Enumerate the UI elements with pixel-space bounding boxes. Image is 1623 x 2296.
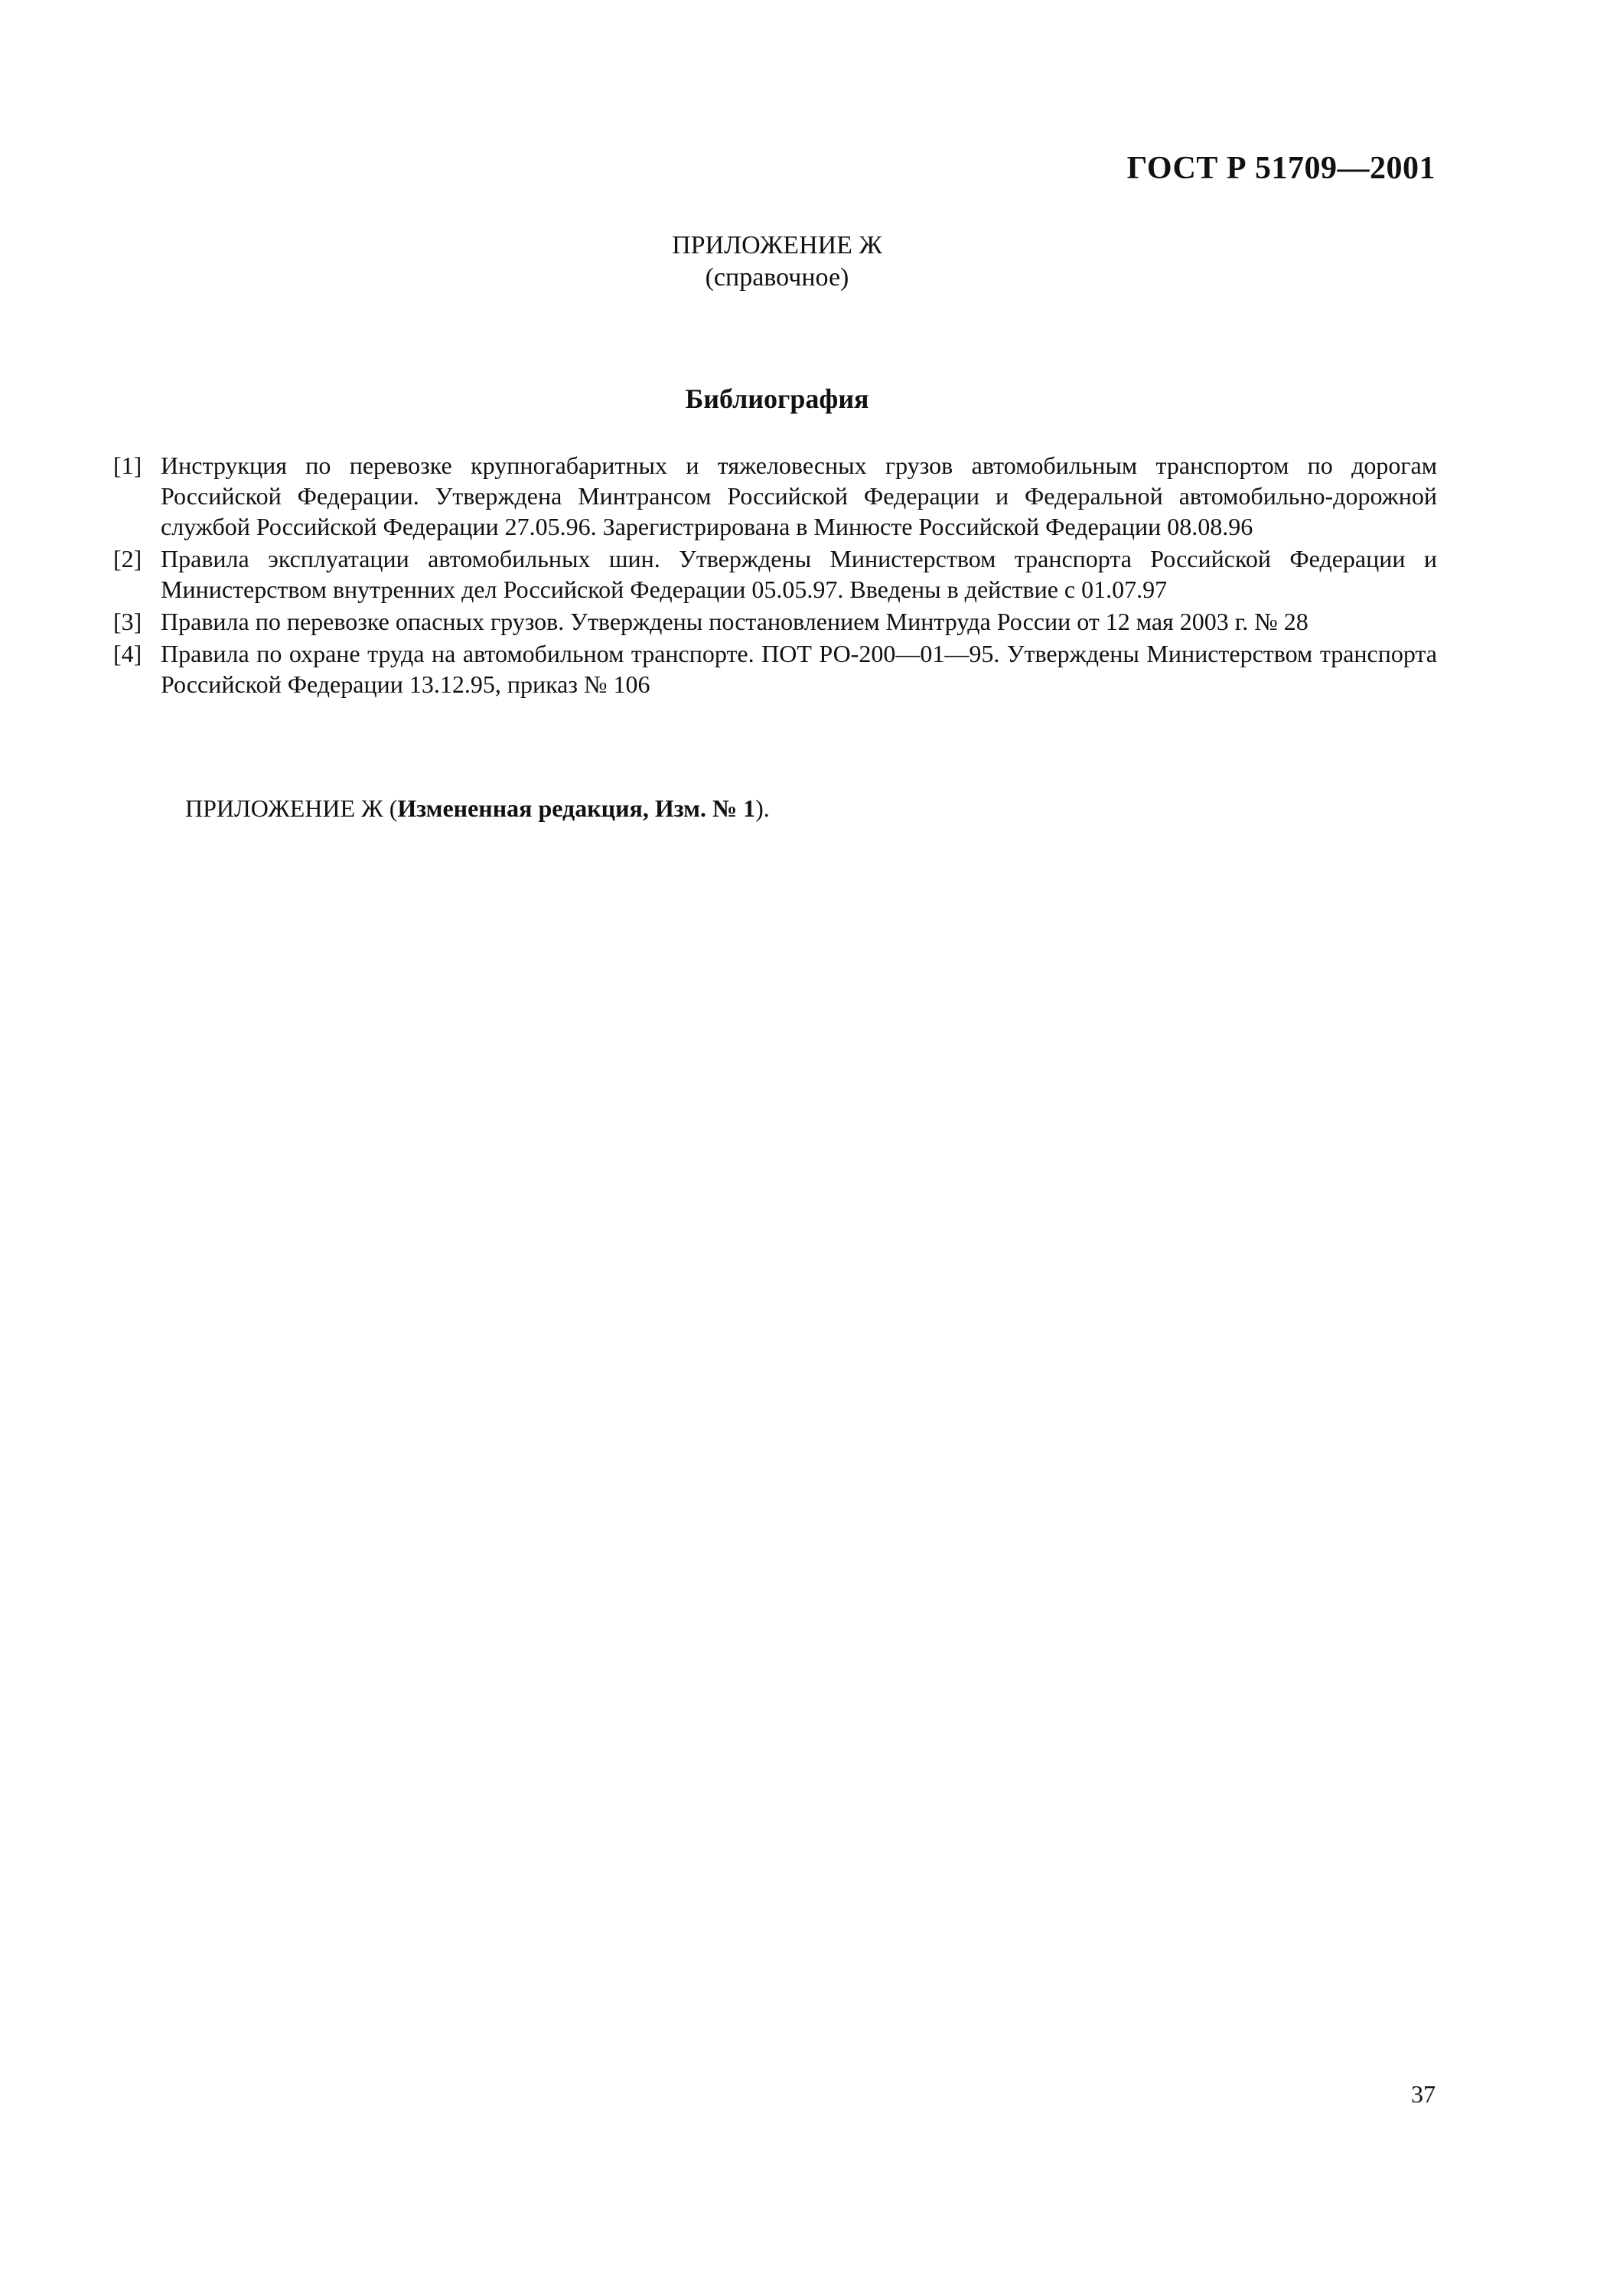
amendment-open-paren: ( [383, 794, 398, 822]
bibliography-item [113, 543, 1437, 605]
reference-text: Правила по перевозке опасных грузов. Утверждены постановлением Минтруда России от 12 мая 2003 г. № 28 [161, 608, 1309, 635]
amendment-close-paren: ) [755, 794, 764, 822]
amendment-suffix: . [763, 794, 770, 822]
appendix-subtitle: (справочное) [705, 263, 849, 292]
reference-text: Инструкция по перевозке крупногабаритных и тяжеловесных грузов автомобильным транспортом по дорогам Российской Федерации. Утверждена Минтрансом Российской Федерации и Федеральной автомобильно-дорожной службой Российской Федерации 27.05.96. Зарегистрирована в Минюсте Российской Федерации 08.08.96 [161, 452, 1437, 540]
appendix-title: ПРИЛОЖЕНИЕ Ж [672, 231, 882, 259]
amendment-bold-text: Измененная редакция, Изм. № 1 [397, 794, 756, 822]
reference-text: Правила по охране труда на автомобильном транспорте. ПОТ РО-200—01—95. Утверждены Министерством транспорта Российской Федерации 13.12.95, приказ № 106 [161, 640, 1437, 698]
amendment-prefix: ПРИЛОЖЕНИЕ Ж [185, 794, 383, 822]
bibliography-title: Библиография [685, 383, 869, 414]
page-number: 37 [1411, 2080, 1436, 2108]
reference-number: [3] [113, 608, 142, 635]
document-code: ГОСТ Р 51709—2001 [1126, 151, 1436, 186]
appendix-heading [0, 230, 1554, 294]
bibliography-list [113, 450, 1437, 701]
reference-number: [4] [113, 640, 142, 667]
bibliography-item [113, 450, 1437, 542]
amendment-note [185, 794, 770, 823]
bibliography-item [113, 638, 1437, 700]
reference-number: [1] [113, 452, 142, 479]
reference-text: Правила эксплуатации автомобильных шин. Утверждены Министерством транспорта Российской Федерации и Министерством внутренних дел Российской Федерации 05.05.97. Введены в действие с 01.07.97 [161, 545, 1437, 603]
reference-number: [2] [113, 545, 142, 572]
bibliography-item [113, 606, 1437, 637]
